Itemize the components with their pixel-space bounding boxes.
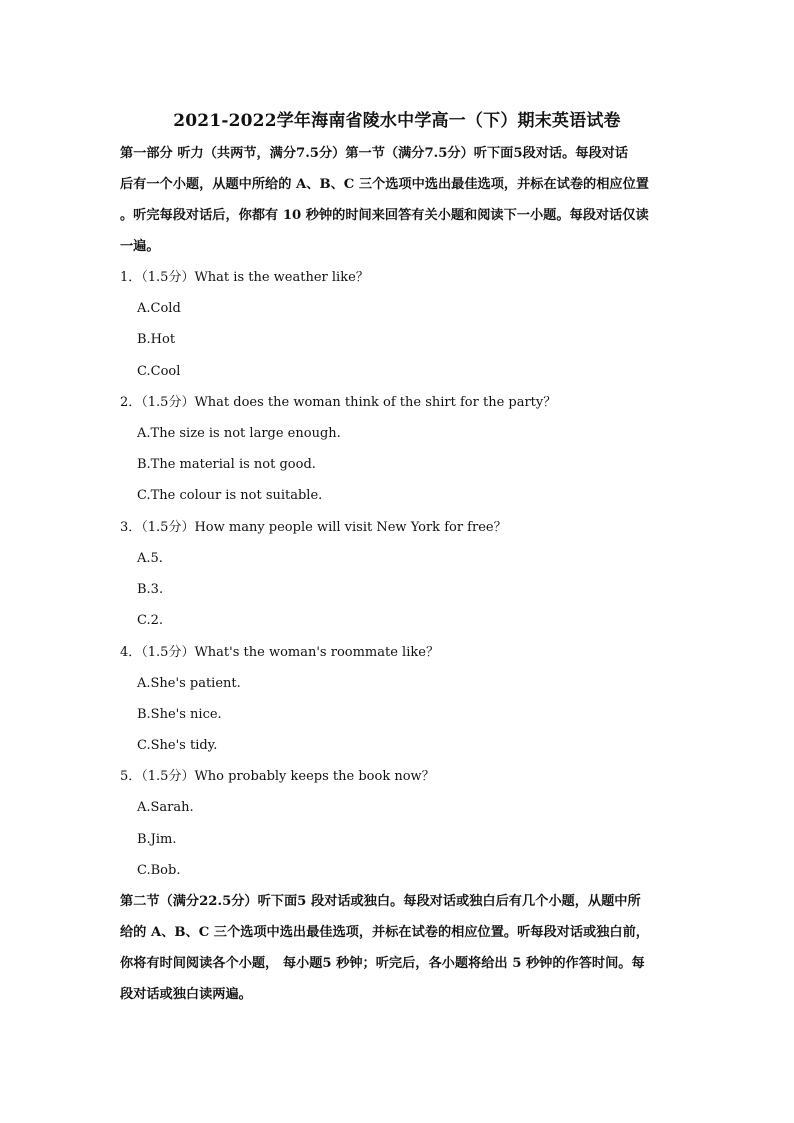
question-3-stem: 3．（1.5分）How many people will visit New York for free？	[120, 520, 507, 535]
question-1-option-a: A.Cold	[137, 301, 181, 316]
question-1-stem: 1．（1.5分）What is the weather like？	[120, 270, 369, 285]
question-4-stem: 4．（1.5分）What's the woman's roommate like？	[120, 645, 439, 660]
question-1-option-c: C.Cool	[137, 364, 181, 379]
question-1-option-b: B.Hot	[137, 332, 176, 347]
question-3-option-b: B.3.	[137, 582, 164, 597]
question-4-option-b: B.She's nice.	[137, 707, 222, 722]
section2-instructions-line-3: 你将有时间阅读各个小题， 每小题5 秒钟；听完后，各小题将给出 5 秒钟的作答时间。每	[120, 956, 645, 971]
question-5-option-c: C.Bob.	[137, 863, 181, 878]
part1-instructions-line-2: 后有一个小题，从题中所给的 A、B、C 三个选项中选出最佳选项，并标在试卷的相应位置	[120, 177, 649, 192]
part1-instructions-line-4: 一遍。	[120, 239, 160, 254]
question-2-stem: 2．（1.5分）What does the woman think of the shirt for the party？	[120, 395, 557, 410]
question-5-option-b: B.Jim.	[137, 832, 177, 847]
exam-title: 2021-2022学年海南省陵水中学高一（下）期末英语试卷	[173, 111, 621, 131]
question-2-option-b: B.The material is not good.	[137, 457, 316, 472]
question-5-stem: 5．（1.5分）Who probably keeps the book now？	[120, 769, 435, 784]
part1-instructions-line-3: 。听完每段对话后，你都有 10 秒钟的时间来回答有关小题和阅读下一小题。每段对话仅读	[120, 208, 649, 223]
section2-instructions-line-1: 第二节（满分22.5分）听下面5 段对话或独白。每段对话或独白后有几个小题，从题中所	[120, 894, 641, 909]
section2-instructions-line-4: 段对话或独白读两遍。	[120, 987, 252, 1002]
question-2-option-c: C.The colour is not suitable.	[137, 488, 323, 503]
question-4-option-a: A.She's patient.	[137, 676, 241, 691]
question-5-option-a: A.Sarah.	[137, 800, 194, 815]
question-3-option-c: C.2.	[137, 613, 164, 628]
question-2-option-a: A.The size is not large enough.	[137, 426, 341, 441]
section2-instructions-line-2: 给的 A、B、C 三个选项中选出最佳选项，并标在试卷的相应位置。听每段对话或独白前，	[120, 925, 649, 940]
part1-instructions-line-1: 第一部分 听力（共两节，满分7.5分）第一节（满分7.5分）听下面5段对话。每段对话	[120, 146, 629, 161]
question-3-option-a: A.5.	[137, 551, 163, 566]
question-4-option-c: C.She's tidy.	[137, 738, 218, 753]
